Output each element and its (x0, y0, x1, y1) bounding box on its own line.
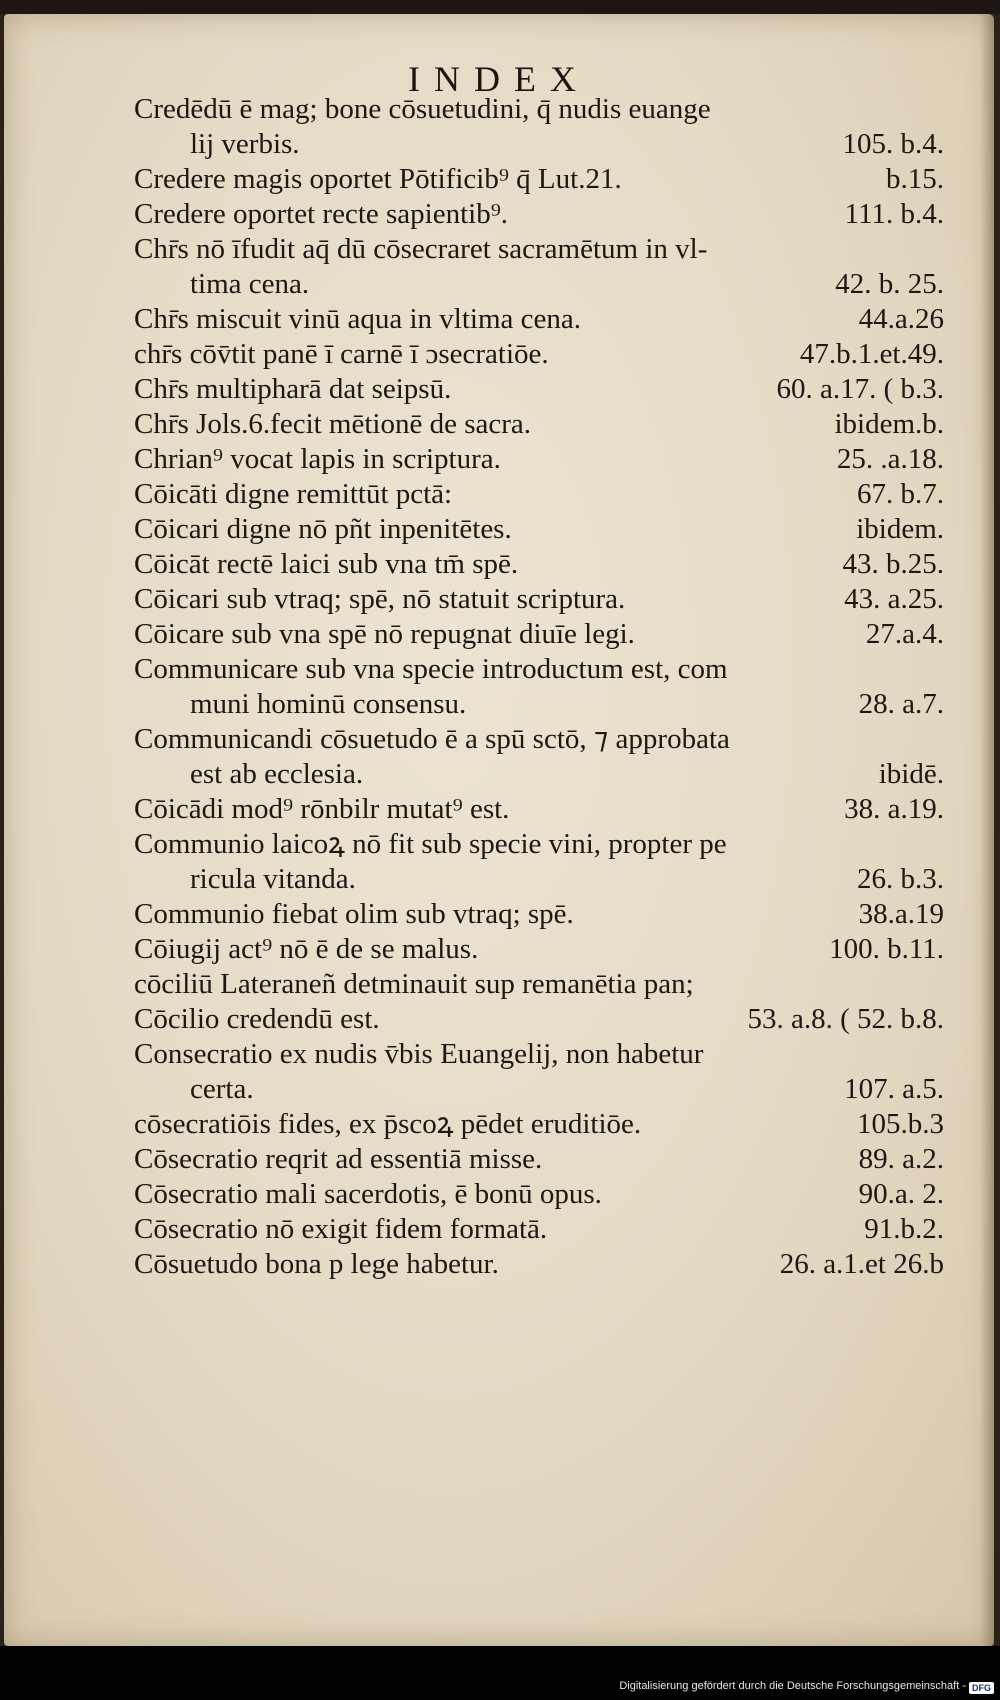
index-entry-line (134, 652, 944, 687)
index-entry-continuation (134, 127, 944, 162)
index-entry (134, 967, 944, 1002)
index-entry-reference: 90.a. 2. (858, 1178, 944, 1210)
index-entry-reference: 26. a.1.et 26.b (779, 1248, 944, 1280)
index-entry-text: Communio fiebat olim sub vtraq; spē. (134, 898, 574, 930)
index-entry-text: Communicare sub vna specie introductum est, com (134, 653, 728, 685)
index-entry-text: Credere oportet recte sapientib⁹. (134, 198, 509, 230)
index-entry-text: Cōicari digne nō pñt inpenitētes. (134, 513, 512, 545)
index-entry-text: Credēdū ē mag; bone cōsuetudini, q̄ nudis euange (134, 93, 711, 125)
index-entry-line (134, 1212, 944, 1247)
index-entry (134, 512, 944, 547)
index-entry-line (134, 722, 944, 757)
index-entry-reference: 105.b.3 (857, 1108, 944, 1140)
index-entry-line (134, 1247, 944, 1282)
index-entry-reference: 43. a.25. (844, 583, 944, 615)
index-entry-reference: 42. b. 25. (835, 268, 944, 300)
index-entry (134, 1037, 944, 1107)
index-entry-reference: 26. b.3. (857, 863, 944, 895)
index-entry-reference: ibidem. (856, 513, 944, 545)
index-entry-text: cōsecratiōis fides, ex p̄scoꝝ pēdet eruditiōe. (134, 1108, 642, 1140)
index-entry-text: chr̄s cōv̄tit panē ī carnē ī ɔsecratiōe. (134, 338, 549, 370)
index-entry-reference: 100. b.11. (829, 933, 944, 965)
index-entry-line (134, 442, 944, 477)
index-entry-reference: 53. a.8. ( 52. b.8. (747, 1003, 944, 1035)
index-entry-reference: 47.b.1.et.49. (799, 338, 944, 370)
index-entry (134, 407, 944, 442)
running-head: INDEX (408, 59, 590, 99)
index-entry (134, 372, 944, 407)
index-entry-line (134, 512, 944, 547)
index-entry (134, 92, 944, 162)
index-entry-text: Cōcilio credendū est. (134, 1003, 380, 1035)
index-entry (134, 302, 944, 337)
index-entry-line (134, 232, 944, 267)
index-entry (134, 162, 944, 197)
index-entry-reference: b.15. (886, 163, 944, 195)
index-entry-continuation-text: ricula vitanda. (190, 863, 356, 895)
index-entry-reference: 25. .a.18. (836, 443, 944, 475)
index-entry-line (134, 337, 944, 372)
index-entry-text: Communicandi cōsuetudo ē a spū sctō, ⁊ approbata (134, 723, 730, 755)
index-entry-line (134, 162, 944, 197)
index-entry-text: Cōicari sub vtraq; spē, nō statuit scriptura. (134, 583, 626, 615)
index-entry-text: Credere magis oportet Pōtificib⁹ q̄ Lut.21. (134, 163, 622, 195)
index-entry (134, 617, 944, 652)
index-entry (134, 1002, 944, 1037)
index-entry-continuation-text: est ab ecclesia. (190, 758, 364, 790)
index-entry-continuation (134, 862, 944, 897)
index-entry-reference: 27.a.4. (865, 618, 944, 650)
index-entry (134, 232, 944, 302)
index-entry (134, 582, 944, 617)
index-entry-text: Consecratio ex nudis v̄bis Euangelij, non habetur (134, 1038, 704, 1070)
index-entry-text: Cōicāt rectē laici sub vna tm̄ spē. (134, 548, 519, 580)
index-entries (134, 92, 944, 1282)
index-entry (134, 827, 944, 897)
index-entry-text: Cōsecratio mali sacerdotis, ē bonū opus. (134, 1178, 602, 1210)
index-entry-line (134, 197, 944, 232)
index-entry-text: Cōsuetudo bona p lege habetur. (134, 1248, 499, 1280)
index-entry-reference: 89. a.2. (858, 1143, 944, 1175)
index-entry (134, 722, 944, 792)
scan-top-border (0, 0, 1000, 14)
index-entry (134, 897, 944, 932)
index-entry-reference: ibidē. (878, 758, 944, 790)
index-entry-line (134, 967, 944, 1002)
index-entry-line (134, 582, 944, 617)
index-entry-continuation (134, 1072, 944, 1107)
index-entry (134, 197, 944, 232)
index-entry-reference: 107. a.5. (844, 1073, 944, 1105)
index-entry (134, 1212, 944, 1247)
index-entry-reference: 60. a.17. ( b.3. (776, 373, 944, 405)
index-entry-text: Cōicare sub vna spē nō repugnat diuīe legi. (134, 618, 635, 650)
index-entry-text: Cōsecratio nō exigit fidem formatā. (134, 1213, 548, 1245)
index-entry-line (134, 407, 944, 442)
index-entry (134, 1247, 944, 1282)
index-entry-line (134, 897, 944, 932)
index-entry-line (134, 617, 944, 652)
index-entry-line (134, 1177, 944, 1212)
book-page (4, 14, 994, 1646)
index-entry-line (134, 477, 944, 512)
index-entry (134, 477, 944, 512)
index-entry-line (134, 1037, 944, 1072)
index-entry-line (134, 302, 944, 337)
index-entry-continuation-text: tima cena. (190, 268, 310, 300)
index-entry-text: Cōiugij act⁹ nō ē de se malus. (134, 933, 479, 965)
index-entry-line (134, 92, 944, 127)
index-entry (134, 1107, 944, 1142)
index-entry (134, 932, 944, 967)
index-entry (134, 547, 944, 582)
index-entry-text: Chrian⁹ vocat lapis in scriptura. (134, 443, 501, 475)
index-entry-line (134, 932, 944, 967)
index-entry-continuation-text: certa. (190, 1073, 254, 1105)
dfg-logo: DFG (969, 1682, 994, 1694)
index-entry-continuation-text: lij verbis. (190, 128, 300, 160)
index-entry-reference: ibidem.b. (834, 408, 944, 440)
index-entry-line (134, 792, 944, 827)
index-entry-reference: 91.b.2. (864, 1213, 944, 1245)
index-entry (134, 442, 944, 477)
index-entry-text: cōciliū Lateraneñ detminauit sup remanētia pan; (134, 968, 694, 1000)
index-entry-reference: 38. a.19. (844, 793, 944, 825)
index-entry (134, 652, 944, 722)
index-entry (134, 337, 944, 372)
digitization-footer (0, 1646, 1000, 1700)
index-entry-reference: 67. b.7. (857, 478, 944, 510)
index-entry-continuation (134, 757, 944, 792)
index-entry-line (134, 827, 944, 862)
index-entry-line (134, 1142, 944, 1177)
index-entry-text: Chr̄s nō īfudit aq̄ dū cōsecraret sacramētum in vl- (134, 233, 708, 265)
index-entry-reference: 105. b.4. (842, 128, 944, 160)
index-entry-text: Communio laicoꝝ nō fit sub specie vini, propter pe (134, 828, 727, 860)
index-entry-reference: 44.a.26 (858, 303, 944, 335)
index-entry-text: Cōicādi mod⁹ rōnbilr mutat⁹ est. (134, 793, 510, 825)
index-entry-text: Chr̄s miscuit vinū aqua in vltima cena. (134, 303, 581, 335)
index-entry (134, 1142, 944, 1177)
index-entry-text: Cōsecratio reqrit ad essentiā misse. (134, 1143, 543, 1175)
index-entry-continuation (134, 687, 944, 722)
index-entry-line (134, 547, 944, 582)
index-entry-continuation (134, 267, 944, 302)
index-entry-reference: 28. a.7. (858, 688, 944, 720)
index-entry-line (134, 1107, 944, 1142)
index-entry-reference: 43. b.25. (842, 548, 944, 580)
index-entry-text: Chr̄s Jols.6.fecit mētionē de sacra. (134, 408, 532, 440)
page-edge-shadow (980, 14, 994, 1646)
index-entry-text: Cōicāti digne remittūt pctā: (134, 478, 453, 510)
index-entry-reference: 38.a.19 (858, 898, 944, 930)
index-entry (134, 792, 944, 827)
index-entry (134, 1177, 944, 1212)
funding-credit: Digitalisierung gefördert durch die Deutsche Forschungsgemeinschaft - (619, 1680, 966, 1692)
index-entry-line (134, 1002, 944, 1037)
index-entry-text: Chr̄s multipharā dat seipsū. (134, 373, 452, 405)
index-entry-line (134, 372, 944, 407)
index-entry-continuation-text: muni hominū consensu. (190, 688, 467, 720)
index-entry-reference: 111. b.4. (844, 198, 944, 230)
